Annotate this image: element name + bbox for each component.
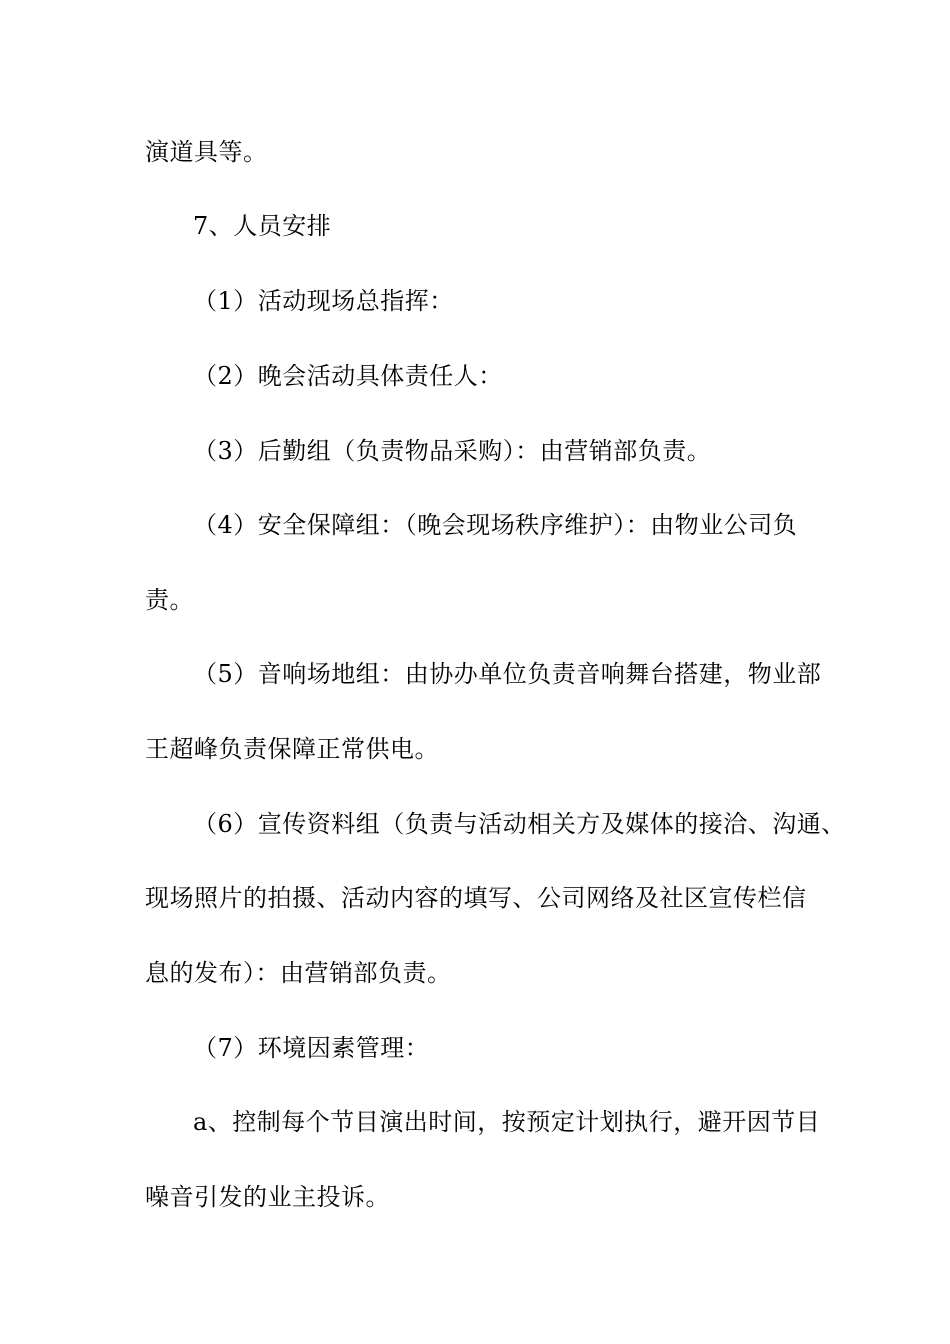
list-item: （7）环境因素管理： — [193, 1034, 430, 1062]
list-item: （5）音响场地组：由协办单位负责音响舞台搭建，物业部 — [193, 660, 822, 688]
list-item: （4）安全保障组：（晚会现场秩序维护）：由物业公司负 — [193, 511, 798, 539]
list-item: a、控制每个节目演出时间，按预定计划执行，避开因节目 — [193, 1108, 821, 1136]
list-item: （2）晚会活动具体责任人： — [193, 362, 503, 390]
paragraph-line: 王超峰负责保障正常供电。 — [145, 735, 439, 763]
paragraph-line: 现场照片的拍摄、活动内容的填写、公司网络及社区宣传栏信 — [145, 884, 807, 912]
paragraph-line: 责。 — [145, 586, 194, 614]
list-item: （6）宣传资料组（负责与活动相关方及媒体的接洽、沟通、 — [193, 810, 846, 838]
paragraph-line: 演道具等。 — [145, 138, 268, 166]
list-item: （3）后勤组（负责物品采购）：由营销部负责。 — [193, 437, 712, 465]
section-heading: 7、人员安排 — [193, 212, 332, 240]
list-item: （1）活动现场总指挥： — [193, 287, 454, 315]
paragraph-line: 噪音引发的业主投诉。 — [145, 1183, 390, 1211]
paragraph-line: 息的发布）：由营销部负责。 — [145, 959, 452, 987]
